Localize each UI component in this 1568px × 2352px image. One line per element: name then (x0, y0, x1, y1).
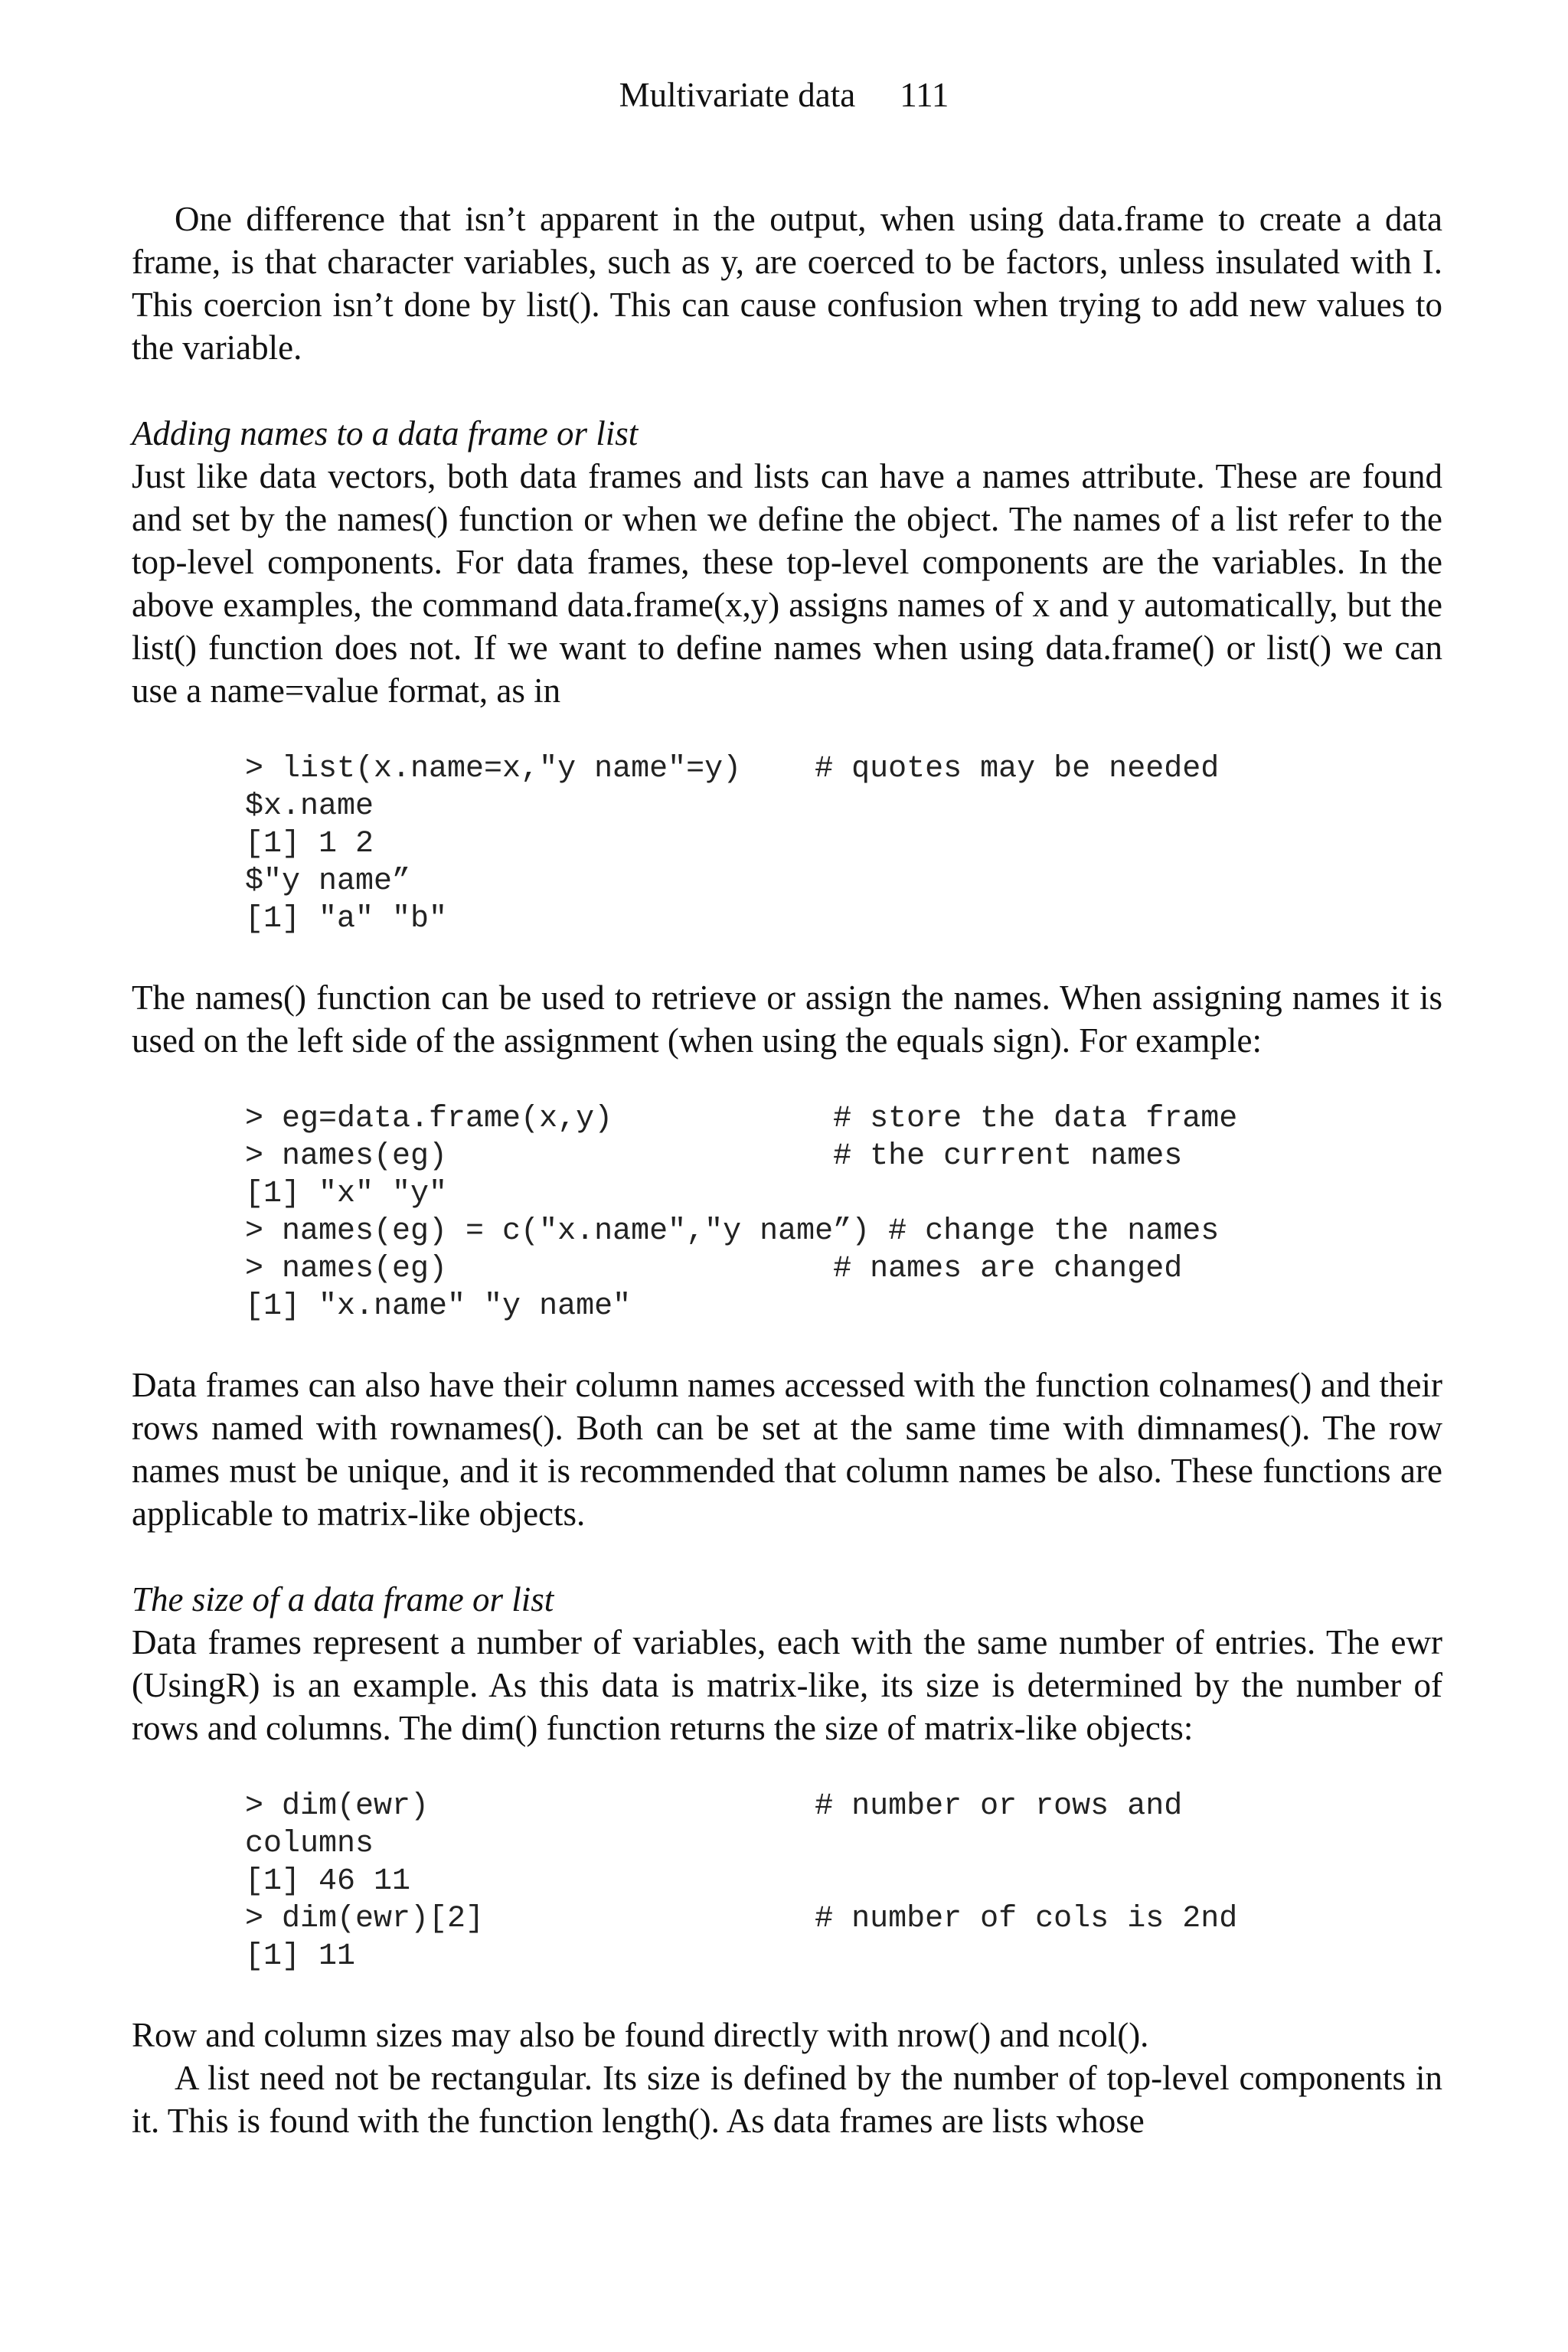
spacer (132, 1975, 1442, 2014)
section-heading-adding-names: Adding names to a data frame or list (132, 414, 639, 452)
spacer (132, 1749, 1442, 1788)
running-head (0, 74, 1568, 116)
section-heading-size: The size of a data frame or list (132, 1580, 554, 1619)
running-head-title: Multivariate data (619, 76, 856, 114)
paragraph-data-frame-size: Data frames represent a number of variables, each with the same number of entries. The ewr (UsingR) is an example. As this data is matrix-like, its size is determined by the number of rows and columns. The dim() function returns the size of matrix-like objects: (132, 1623, 1442, 1747)
code-line: [1] "a" "b" (245, 902, 448, 936)
code-line: [1] 11 (245, 1939, 356, 1974)
page-body (132, 198, 1442, 2142)
code-line: columns (245, 1827, 374, 1861)
code-line: > names(eg) = c("x.name","y name”) # change the names (245, 1214, 1220, 1249)
paragraph-list-length: A list need not be rectangular. Its size is defined by the number of top-level components in it. This is found with the function length(). As data frames are lists whose (132, 2059, 1442, 2140)
paragraph-coercion: One difference that isn’t apparent in the output, when using data.frame to create a data frame, is that character variables, such as y, are coerced to be factors, unless insulated with I. This coercion isn’t done by list(). This can cause confusion when trying to add new values to the variable. (132, 200, 1442, 367)
code-block-names-eg (132, 1100, 1442, 1325)
code-line: > dim(ewr)[2] # number of cols is 2nd (245, 1902, 1238, 1936)
spacer (132, 712, 1442, 750)
spacer (132, 369, 1442, 412)
code-line: > dim(ewr) # number or rows and (245, 1789, 1183, 1824)
code-line: > names(eg) # names are changed (245, 1252, 1183, 1286)
code-line: [1] 46 11 (245, 1864, 411, 1899)
code-block-list-names (132, 750, 1442, 938)
spacer (132, 1062, 1442, 1100)
code-block-dim (132, 1788, 1442, 1975)
code-line: > names(eg) # the current names (245, 1139, 1183, 1174)
code-line: $"y name” (245, 864, 411, 899)
code-line: > eg=data.frame(x,y) # store the data frame (245, 1102, 1238, 1136)
spacer (132, 1535, 1442, 1578)
code-line: [1] "x" "y" (245, 1177, 448, 1211)
paragraph-colnames: Data frames can also have their column names accessed with the function colnames() and their rows named with rownames(). Both can be set at the same time with dimnames(). The row names must be unique, and it is recommended that column names be also. These functions are applicable to matrix-like objects. (132, 1366, 1442, 1533)
page-number: 111 (900, 76, 949, 114)
code-line: $x.name (245, 789, 374, 824)
spacer (132, 1325, 1442, 1364)
paragraph-names-function: The names() function can be used to retrieve or assign the names. When assigning names it is used on the left side of the assignment (when using the equals sign). For example: (132, 978, 1442, 1060)
paragraph-nrow-ncol: Row and column sizes may also be found directly with nrow() and ncol(). (132, 2016, 1149, 2054)
code-line: [1] 1 2 (245, 827, 374, 861)
paragraph-names-attribute: Just like data vectors, both data frames and lists can have a names attribute. These are found and set by the names() function or when we define the object. The names of a list refer to the top-level components. For data frames, these top-level components are the variables. In the above examples, the command data.frame(x,y) assigns names of x and y automatically, but the list() function does not. If we want to define names when using data.frame() or list() we can use a name=value format, as in (132, 457, 1442, 710)
code-line: [1] "x.name" "y name" (245, 1289, 632, 1324)
code-line: > list(x.name=x,"y name"=y) # quotes may be needed (245, 752, 1220, 786)
spacer (132, 938, 1442, 976)
